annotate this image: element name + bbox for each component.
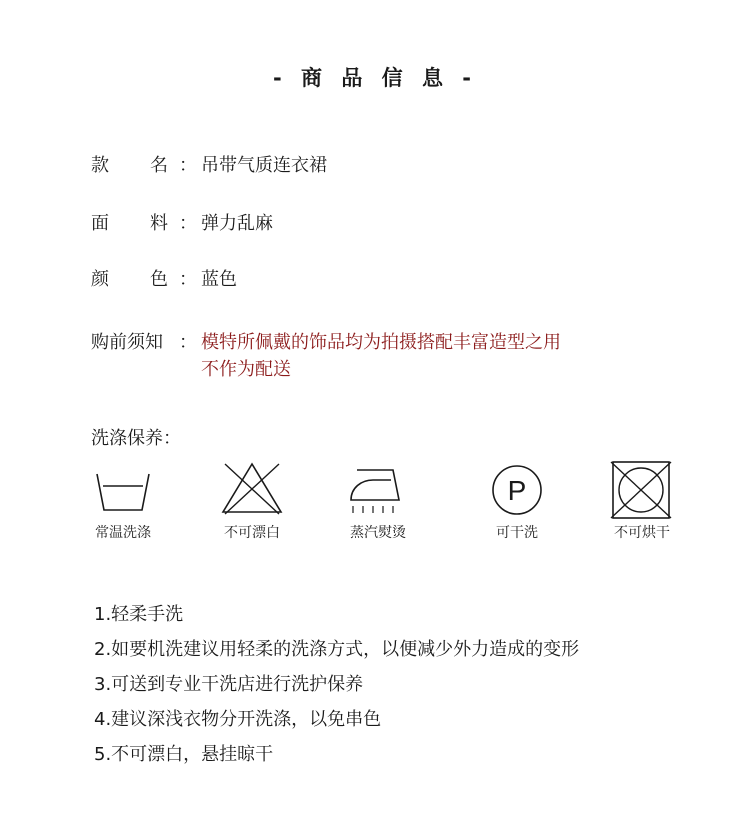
info-label-char: 名 [150, 155, 168, 176]
care-tips-list [94, 600, 579, 775]
info-label-colon: ： [179, 269, 197, 290]
care-item-steam-iron [323, 460, 433, 542]
care-label: 不可烘干 [614, 525, 670, 541]
info-label-colon: ： [179, 213, 197, 234]
notice-line: 不作为配送 [201, 359, 291, 380]
care-tip: 2.如要机洗建议用轻柔的洗涤方式，以便减少外力造成的变形 [94, 639, 580, 660]
info-value: 蓝色 [201, 269, 237, 290]
wash-basin-icon [88, 460, 158, 516]
info-label-char: 面 [91, 213, 109, 234]
info-label-colon: ： [179, 155, 197, 176]
dry-clean-p-icon [482, 460, 552, 516]
care-heading: 洗涤保养： [91, 428, 181, 449]
care-label: 不可漂白 [224, 525, 280, 541]
care-tip: 4.建议深浅衣物分开洗涤，以免串色 [94, 709, 382, 730]
info-value: 吊带气质连衣裙 [201, 155, 327, 176]
info-value: 弹力乱麻 [201, 213, 273, 234]
info-label-char: 料 [150, 213, 168, 234]
care-tip: 5.不可漂白，悬挂晾干 [94, 744, 274, 765]
care-label: 常温洗涤 [95, 525, 151, 541]
care-item-normal-wash [68, 460, 178, 542]
info-label-char: 款 [91, 155, 109, 176]
care-tip: 3.可送到专业干洗店进行洗护保养 [94, 674, 364, 695]
info-label-char: 色 [150, 269, 168, 290]
notice-label-text: 购前须知 [91, 332, 163, 353]
notice-label-colon: ： [179, 332, 197, 353]
care-item-no-tumble-dry [587, 460, 697, 542]
steam-iron-icon [343, 460, 413, 516]
notice-text [201, 329, 621, 383]
care-label: 蒸汽熨烫 [350, 525, 406, 541]
care-tip: 1.轻柔手洗 [94, 604, 184, 625]
no-bleach-icon [217, 460, 287, 516]
notice-line: 模特所佩戴的饰品均为拍摄搭配丰富造型之用 [201, 332, 561, 353]
care-label: 可干洗 [496, 525, 538, 541]
care-item-dry-clean [462, 460, 572, 542]
dry-clean-letter: P [507, 475, 527, 506]
info-label-char: 颜 [91, 269, 109, 290]
no-tumble-dry-icon [607, 460, 677, 520]
care-item-no-bleach [197, 460, 307, 542]
page-title: - 商 品 信 息 - [273, 66, 477, 90]
